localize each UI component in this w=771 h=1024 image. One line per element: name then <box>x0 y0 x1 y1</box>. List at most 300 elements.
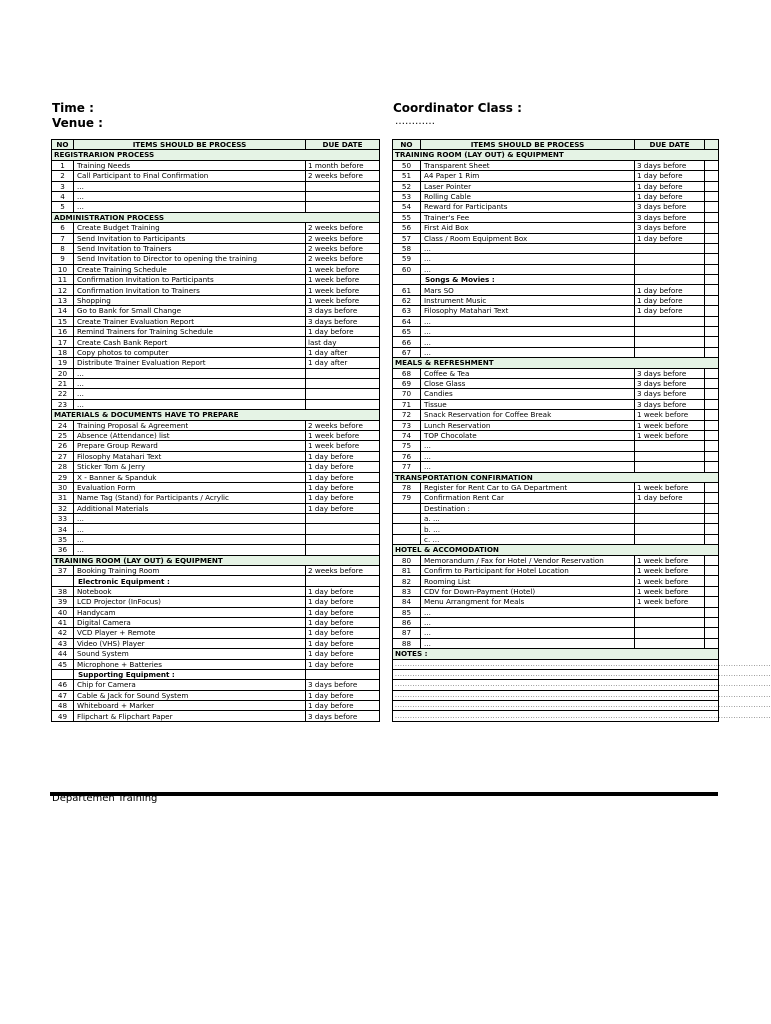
task-item: Rolling Cable <box>421 191 635 201</box>
task-item: Transparent Sheet <box>421 160 635 170</box>
task-number: 4 <box>52 191 74 201</box>
task-due-date: 1 week before <box>635 430 705 440</box>
task-due-date: 3 days before <box>635 378 705 388</box>
task-due-date: 1 day before <box>306 638 380 648</box>
task-number: 59 <box>393 254 421 264</box>
task-check-box <box>705 243 719 253</box>
task-due-date: 1 day before <box>306 493 380 503</box>
task-row <box>52 295 380 305</box>
footer-label: Departemen Training <box>52 793 158 804</box>
task-item: Candies <box>421 389 635 399</box>
task-check-box <box>705 223 719 233</box>
task-item: b. ... <box>421 524 635 534</box>
task-due-date <box>635 607 705 617</box>
task-row <box>52 482 380 492</box>
coordinator-label: Coordinator Class : <box>393 101 522 115</box>
task-number: 16 <box>52 327 74 337</box>
task-due-date: 1 day before <box>306 586 380 596</box>
task-row <box>393 243 719 253</box>
task-due-date: 3 days before <box>635 212 705 222</box>
task-due-date: last day <box>306 337 380 347</box>
task-row <box>393 347 719 357</box>
task-check-box <box>705 638 719 648</box>
task-due-date: 1 day before <box>306 451 380 461</box>
notes-dotted-line: ...................................................................................................................................................... <box>393 690 719 700</box>
task-check-box <box>705 254 719 264</box>
task-due-date <box>635 441 705 451</box>
task-item: ... <box>421 316 635 326</box>
task-number: 67 <box>393 347 421 357</box>
task-check-box <box>705 597 719 607</box>
task-item: First Aid Box <box>421 223 635 233</box>
task-check-box <box>705 514 719 524</box>
task-number: 60 <box>393 264 421 274</box>
task-number: 34 <box>52 524 74 534</box>
task-row <box>393 555 719 565</box>
task-item: Filosophy Matahari Text <box>421 306 635 316</box>
task-due-date: 2 weeks before <box>306 254 380 264</box>
task-number: 61 <box>393 285 421 295</box>
task-due-date: 2 weeks before <box>306 171 380 181</box>
task-due-date <box>306 669 380 679</box>
task-item: ... <box>74 202 306 212</box>
task-row <box>52 254 380 264</box>
task-number: 86 <box>393 617 421 627</box>
task-due-date: 1 week before <box>635 410 705 420</box>
task-due-date: 1 day before <box>306 617 380 627</box>
task-row <box>393 566 719 576</box>
task-item: ... <box>421 638 635 648</box>
task-row <box>52 285 380 295</box>
task-item: Instrument Music <box>421 295 635 305</box>
task-item: Sound System <box>74 649 306 659</box>
section-title: TRANSPORTATION CONFIRMATION <box>393 472 719 482</box>
task-number: 42 <box>52 628 74 638</box>
task-row <box>52 472 380 482</box>
section-header-row <box>52 410 380 420</box>
task-item: Create Training Schedule <box>74 264 306 274</box>
task-check-box <box>705 368 719 378</box>
task-number: 70 <box>393 389 421 399</box>
task-number <box>393 514 421 524</box>
task-row <box>52 316 380 326</box>
task-number: 14 <box>52 306 74 316</box>
task-item: Supporting Equipment : <box>74 669 306 679</box>
task-due-date: 1 day before <box>306 649 380 659</box>
task-row <box>393 212 719 222</box>
task-row <box>393 482 719 492</box>
column-header-due-date: DUE DATE <box>635 140 705 150</box>
task-row <box>393 254 719 264</box>
task-item: ... <box>421 337 635 347</box>
task-number: 3 <box>52 181 74 191</box>
task-number: 10 <box>52 264 74 274</box>
task-row <box>393 451 719 461</box>
task-row <box>52 701 380 711</box>
task-number: 64 <box>393 316 421 326</box>
task-check-box <box>705 576 719 586</box>
task-check-box <box>705 399 719 409</box>
task-check-box <box>705 524 719 534</box>
task-due-date <box>306 545 380 555</box>
task-row <box>393 327 719 337</box>
task-item: Reward for Participants <box>421 202 635 212</box>
section-title: REGISTRARION PROCESS <box>52 150 380 160</box>
task-due-date <box>635 264 705 274</box>
task-row <box>52 638 380 648</box>
task-due-date <box>635 316 705 326</box>
task-number: 41 <box>52 617 74 627</box>
task-number: 83 <box>393 586 421 596</box>
column-header-no: NO <box>52 140 74 150</box>
task-number: 6 <box>52 223 74 233</box>
task-item: Confirmation Invitation to Trainers <box>74 285 306 295</box>
task-row <box>52 243 380 253</box>
task-number: 47 <box>52 690 74 700</box>
task-item: Call Participant to Final Confirmation <box>74 171 306 181</box>
task-due-date <box>635 254 705 264</box>
task-row <box>52 534 380 544</box>
task-number: 24 <box>52 420 74 430</box>
task-row <box>52 545 380 555</box>
task-item: ... <box>74 534 306 544</box>
task-item: Tissue <box>421 399 635 409</box>
task-number: 32 <box>52 503 74 513</box>
task-check-box <box>705 430 719 440</box>
task-due-date: 1 day before <box>635 233 705 243</box>
column-header-due-date: DUE DATE <box>306 140 380 150</box>
task-due-date <box>635 243 705 253</box>
task-number <box>393 503 421 513</box>
task-due-date <box>635 451 705 461</box>
task-item: ... <box>74 524 306 534</box>
task-due-date <box>635 534 705 544</box>
task-number: 77 <box>393 462 421 472</box>
task-check-box <box>705 171 719 181</box>
task-check-box <box>705 295 719 305</box>
task-item: ... <box>74 191 306 201</box>
task-number: 65 <box>393 327 421 337</box>
task-number: 55 <box>393 212 421 222</box>
task-due-date: 1 week before <box>635 576 705 586</box>
task-due-date: 3 days before <box>635 223 705 233</box>
task-item: Absence (Attendance) list <box>74 430 306 440</box>
task-check-box <box>705 275 719 285</box>
checklist-table-left <box>51 139 380 722</box>
task-due-date: 1 week before <box>635 566 705 576</box>
time-label: Time : <box>52 101 94 115</box>
task-check-box <box>705 462 719 472</box>
task-item: Name Tag (Stand) for Participants / Acrylic <box>74 493 306 503</box>
task-number: 8 <box>52 243 74 253</box>
task-number: 29 <box>52 472 74 482</box>
task-row <box>52 430 380 440</box>
task-due-date: 2 weeks before <box>306 233 380 243</box>
task-item: Class / Room Equipment Box <box>421 233 635 243</box>
task-due-date: 1 day before <box>635 493 705 503</box>
task-item: Sticker Tom & Jerry <box>74 462 306 472</box>
task-row <box>393 285 719 295</box>
task-row <box>52 264 380 274</box>
task-due-date <box>306 576 380 586</box>
task-due-date: 1 day before <box>306 503 380 513</box>
task-number: 54 <box>393 202 421 212</box>
task-number: 11 <box>52 275 74 285</box>
task-row <box>393 160 719 170</box>
task-number: 56 <box>393 223 421 233</box>
task-due-date: 1 day before <box>306 701 380 711</box>
task-item: c. ... <box>421 534 635 544</box>
task-due-date: 1 week before <box>635 586 705 596</box>
task-check-box <box>705 327 719 337</box>
task-number: 31 <box>52 493 74 503</box>
checklist-table-right <box>392 139 771 722</box>
task-item: CDV for Down-Payment (Hotel) <box>421 586 635 596</box>
task-item: Register for Rent Car to GA Department <box>421 482 635 492</box>
task-check-box <box>705 389 719 399</box>
notes-line <box>393 690 719 700</box>
task-row <box>393 524 719 534</box>
task-number: 38 <box>52 586 74 596</box>
task-check-box <box>705 264 719 274</box>
task-due-date <box>306 181 380 191</box>
task-check-box <box>705 586 719 596</box>
task-number: 58 <box>393 243 421 253</box>
task-number: 44 <box>52 649 74 659</box>
task-due-date: 3 days before <box>635 399 705 409</box>
task-number: 22 <box>52 389 74 399</box>
task-item: ... <box>421 347 635 357</box>
task-row <box>393 586 719 596</box>
section-header-row <box>52 555 380 565</box>
task-item: Coffee & Tea <box>421 368 635 378</box>
task-number: 51 <box>393 171 421 181</box>
task-item: ... <box>74 399 306 409</box>
task-item: Remind Trainers for Training Schedule <box>74 327 306 337</box>
task-number: 72 <box>393 410 421 420</box>
section-header-row <box>393 545 719 555</box>
column-header-no: NO <box>393 140 421 150</box>
task-due-date: 3 days before <box>306 711 380 721</box>
task-row <box>52 503 380 513</box>
task-number: 79 <box>393 493 421 503</box>
task-number: 39 <box>52 597 74 607</box>
task-number: 71 <box>393 399 421 409</box>
task-item: Flipchart & Flipchart Paper <box>74 711 306 721</box>
task-item: Training Needs <box>74 160 306 170</box>
column-header-row <box>52 140 380 150</box>
task-due-date: 1 day before <box>306 607 380 617</box>
task-row <box>52 680 380 690</box>
section-title: TRAINING ROOM (LAY OUT) & EQUIPMENT <box>52 555 380 565</box>
task-check-box <box>705 566 719 576</box>
task-row <box>52 462 380 472</box>
task-row <box>393 441 719 451</box>
task-due-date: 1 day after <box>306 358 380 368</box>
task-due-date: 1 week before <box>306 430 380 440</box>
task-item: Snack Reservation for Coffee Break <box>421 410 635 420</box>
column-header-items: ITEMS SHOULD BE PROCESS <box>421 140 635 150</box>
task-number: 80 <box>393 555 421 565</box>
task-due-date <box>635 514 705 524</box>
task-number: 88 <box>393 638 421 648</box>
task-due-date: 1 day before <box>635 285 705 295</box>
task-item: Menu Arrangment for Meals <box>421 597 635 607</box>
section-title: ADMINISTRATION PROCESS <box>52 212 380 222</box>
task-row <box>52 368 380 378</box>
task-due-date: 3 days before <box>635 389 705 399</box>
task-number: 57 <box>393 233 421 243</box>
task-row <box>52 233 380 243</box>
task-number: 17 <box>52 337 74 347</box>
task-item: Handycam <box>74 607 306 617</box>
task-item: Lunch Reservation <box>421 420 635 430</box>
column-header-check <box>705 140 719 150</box>
task-row <box>393 410 719 420</box>
task-due-date <box>635 617 705 627</box>
task-check-box <box>705 410 719 420</box>
task-check-box <box>705 451 719 461</box>
task-due-date: 2 weeks before <box>306 243 380 253</box>
task-due-date <box>306 514 380 524</box>
task-row <box>52 586 380 596</box>
task-row <box>393 233 719 243</box>
task-due-date: 1 day before <box>635 306 705 316</box>
task-item: Chip for Camera <box>74 680 306 690</box>
task-due-date <box>635 503 705 513</box>
task-item: ... <box>421 327 635 337</box>
task-due-date <box>635 347 705 357</box>
task-row <box>52 347 380 357</box>
task-due-date: 1 day before <box>635 191 705 201</box>
task-check-box <box>705 347 719 357</box>
task-item: Copy photos to computer <box>74 347 306 357</box>
task-item: Create Cash Bank Report <box>74 337 306 347</box>
task-row <box>52 420 380 430</box>
task-due-date: 1 day after <box>306 347 380 357</box>
task-row <box>52 358 380 368</box>
task-row <box>52 617 380 627</box>
task-item: Create Budget Training <box>74 223 306 233</box>
task-row <box>393 576 719 586</box>
task-row <box>393 617 719 627</box>
task-row <box>52 711 380 721</box>
task-item: ... <box>421 607 635 617</box>
task-number: 12 <box>52 285 74 295</box>
task-row <box>52 659 380 669</box>
task-number: 66 <box>393 337 421 347</box>
task-number: 62 <box>393 295 421 305</box>
task-row <box>393 389 719 399</box>
task-number: 45 <box>52 659 74 669</box>
task-number: 43 <box>52 638 74 648</box>
task-due-date: 3 days before <box>306 306 380 316</box>
task-number: 75 <box>393 441 421 451</box>
notes-dotted-line: ...................................................................................................................................................... <box>393 701 719 711</box>
task-check-box <box>705 555 719 565</box>
task-item: ... <box>421 462 635 472</box>
task-row <box>52 399 380 409</box>
task-number: 26 <box>52 441 74 451</box>
task-due-date: 1 week before <box>306 295 380 305</box>
task-item: Laser Pointer <box>421 181 635 191</box>
task-due-date: 1 day before <box>635 295 705 305</box>
task-due-date: 1 week before <box>306 275 380 285</box>
task-due-date: 1 day before <box>306 462 380 472</box>
task-item: a. ... <box>421 514 635 524</box>
section-header-row <box>52 150 380 160</box>
task-check-box <box>705 420 719 430</box>
section-header-row <box>393 472 719 482</box>
task-number: 5 <box>52 202 74 212</box>
task-due-date: 1 week before <box>306 441 380 451</box>
task-check-box <box>705 316 719 326</box>
task-check-box <box>705 212 719 222</box>
task-due-date <box>635 524 705 534</box>
task-number: 78 <box>393 482 421 492</box>
subheading-row <box>393 275 719 285</box>
task-number: 85 <box>393 607 421 617</box>
task-row <box>52 524 380 534</box>
task-row <box>52 389 380 399</box>
task-number: 18 <box>52 347 74 357</box>
task-check-box <box>705 607 719 617</box>
task-row <box>393 628 719 638</box>
section-title: MATERIALS & DOCUMENTS HAVE TO PREPARE <box>52 410 380 420</box>
task-check-box <box>705 534 719 544</box>
task-row <box>393 378 719 388</box>
section-title: MEALS & REFRESHMENT <box>393 358 719 368</box>
task-row <box>52 337 380 347</box>
task-item: Booking Training Room <box>74 566 306 576</box>
task-row <box>393 264 719 274</box>
task-due-date: 1 month before <box>306 160 380 170</box>
task-due-date: 3 days before <box>306 316 380 326</box>
task-number: 87 <box>393 628 421 638</box>
task-item: VCD Player + Remote <box>74 628 306 638</box>
task-number: 7 <box>52 233 74 243</box>
task-due-date: 1 day before <box>306 482 380 492</box>
task-number: 9 <box>52 254 74 264</box>
task-item: Trainer's Fee <box>421 212 635 222</box>
task-item: Mars SO <box>421 285 635 295</box>
task-check-box <box>705 493 719 503</box>
task-row <box>393 191 719 201</box>
task-row <box>393 202 719 212</box>
task-due-date <box>635 275 705 285</box>
task-row <box>393 534 719 544</box>
task-number: 76 <box>393 451 421 461</box>
task-number <box>393 275 421 285</box>
task-due-date: 1 week before <box>306 264 380 274</box>
notes-line <box>393 701 719 711</box>
task-due-date <box>635 628 705 638</box>
task-number <box>52 576 74 586</box>
notes-line <box>393 680 719 690</box>
task-due-date <box>635 638 705 648</box>
task-number: 53 <box>393 191 421 201</box>
task-item: X - Banner & Spanduk <box>74 472 306 482</box>
task-check-box <box>705 378 719 388</box>
task-due-date: 2 weeks before <box>306 566 380 576</box>
task-row <box>393 597 719 607</box>
task-due-date: 2 weeks before <box>306 420 380 430</box>
task-item: ... <box>74 181 306 191</box>
task-row <box>393 607 719 617</box>
task-number: 35 <box>52 534 74 544</box>
task-row <box>52 607 380 617</box>
task-row <box>52 306 380 316</box>
